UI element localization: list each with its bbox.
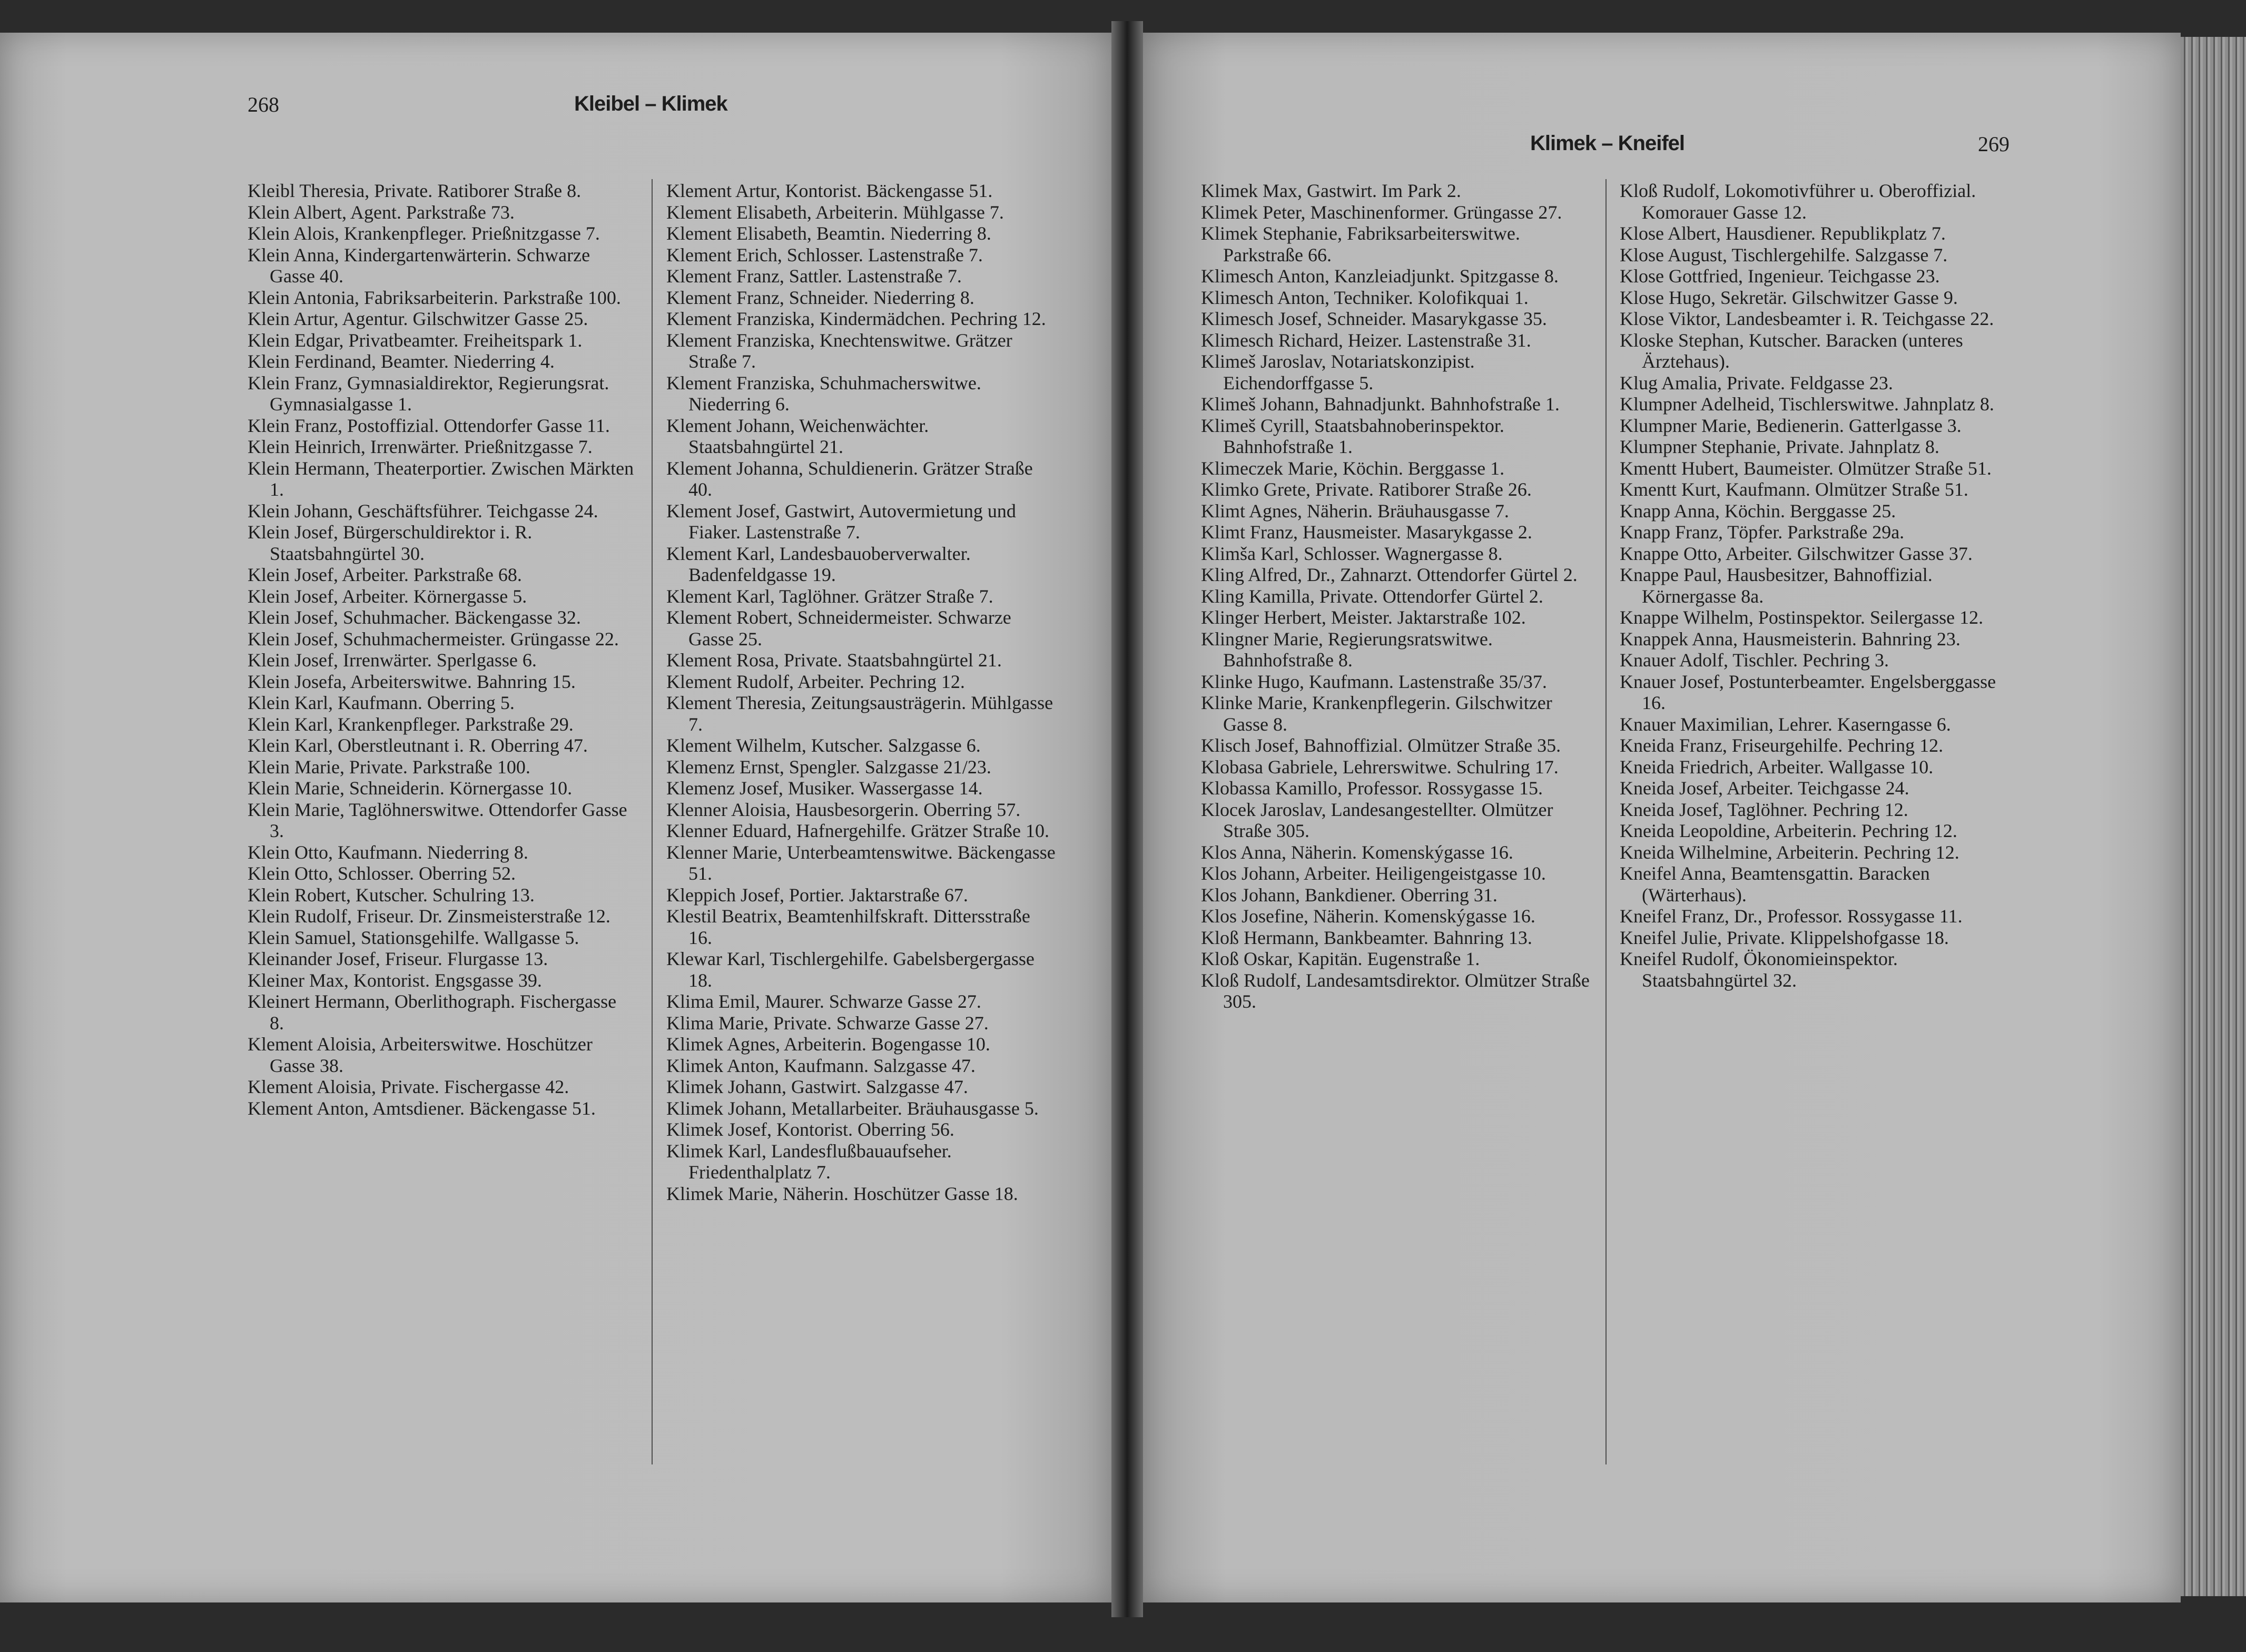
directory-entry: Klein Hermann, Theaterportier. Zwischen Märkten 1. [248,457,634,500]
directory-entry: Kneifel Julie, Private. Klippelshofgasse 18. [1620,927,1949,948]
directory-entry: Klein Artur, Agentur. Gilschwitzer Gasse 25. [248,308,588,329]
directory-entry: Klement Elisabeth, Beamtin. Niederring 8. [666,223,991,244]
directory-entry: Klement Franz, Schneider. Niederring 8. [666,287,974,308]
directory-entry: Klement Franziska, Schuhmacherswitwe. Niederring 6. [666,372,981,415]
directory-entry: Klimek Anton, Kaufmann. Salzgasse 47. [666,1055,976,1076]
running-head-left: Kleibel – Klimek [574,92,727,115]
directory-entry: Klose Albert, Hausdiener. Republikplatz 7. [1620,223,1946,244]
directory-entry: Klein Otto, Kaufmann. Niederring 8. [248,841,528,863]
directory-entry: Klimesch Anton, Techniker. Kolofikquai 1. [1201,287,1529,308]
directory-entry: Knappe Otto, Arbeiter. Gilschwitzer Gasse 37. [1620,543,1973,564]
directory-entry: Klein Ferdinand, Beamter. Niederring 4. [248,351,555,372]
directory-entry: Klein Franz, Gymnasialdirektor, Regierungsrat. Gymnasialgasse 1. [248,372,609,415]
directory-entry: Klein Josef, Arbeiter. Parkstraße 68. [248,564,522,585]
directory-entry: Klimek Peter, Maschinenformer. Grüngasse 27. [1201,201,1562,223]
directory-entry: Klement Theresia, Zeitungsausträgerin. Mühlgasse 7. [666,692,1053,735]
directory-entry: Klimeš Cyrill, Staatsbahnoberinspektor. Bahnhofstraße 1. [1201,415,1504,457]
directory-entry: Klimesch Josef, Schneider. Masarykgasse 35. [1201,308,1547,329]
directory-entry: Knapp Anna, Köchin. Berggasse 25. [1620,500,1896,522]
directory-entry: Klein Anna, Kindergartenwärterin. Schwarze Gasse 40. [248,244,590,287]
directory-entry: Klos Anna, Näherin. Komenskýgasse 16. [1201,841,1513,863]
directory-entry: Klobasa Gabriele, Lehrerswitwe. Schulring 17. [1201,756,1559,778]
directory-entry: Kloske Stephan, Kutscher. Baracken (unteres Ärztehaus). [1620,329,1963,372]
directory-entry: Klement Elisabeth, Arbeiterin. Mühlgasse 7. [666,201,1004,223]
directory-entry: Klimko Grete, Private. Ratiborer Straße 26. [1201,479,1532,500]
directory-entry: Klewar Karl, Tischlergehilfe. Gabelsbergergasse 18. [666,948,1035,991]
directory-entry: Klenner Marie, Unterbeamtenswitwe. Bäckengasse 51. [666,841,1056,884]
directory-entry: Klumpner Marie, Bedienerin. Gatterlgasse 3. [1620,415,1962,436]
directory-entry: Klein Karl, Kaufmann. Oberring 5. [248,692,515,713]
directory-entry: Klein Josefa, Arbeiterswitwe. Bahnring 15. [248,671,576,692]
directory-entry: Kmentt Kurt, Kaufmann. Olmützer Straße 51. [1620,479,1968,500]
directory-entry: Klement Aloisia, Private. Fischergasse 42. [248,1076,569,1097]
directory-entry: Klisch Josef, Bahnoffizial. Olmützer Straße 35. [1201,735,1561,756]
directory-entry: Kloß Rudolf, Lokomotivführer u. Oberoffizial. Komorauer Gasse 12. [1620,180,1976,223]
directory-entry: Klimt Agnes, Näherin. Bräuhausgasse 7. [1201,500,1509,522]
directory-entry: Kmentt Hubert, Baumeister. Olmützer Straße 51. [1620,457,1992,479]
directory-entry: Klein Karl, Krankenpfleger. Parkstraße 29. [248,713,574,735]
directory-entry: Kneida Josef, Taglöhner. Pechring 12. [1620,799,1908,820]
directory-entry: Klumpner Stephanie, Private. Jahnplatz 8. [1620,436,1939,457]
directory-entry: Klement Rudolf, Arbeiter. Pechring 12. [666,671,965,692]
directory-entry: Klein Josef, Irrenwärter. Sperlgasse 6. [248,650,537,671]
page-edges [2181,37,2246,1596]
directory-entry: Klima Emil, Maurer. Schwarze Gasse 27. [666,991,981,1012]
directory-entry: Klein Edgar, Privatbeamter. Freiheitspark 1. [248,329,583,351]
directory-entry: Klement Erich, Schlosser. Lastenstraße 7. [666,244,983,266]
directory-entry: Klement Rosa, Private. Staatsbahngürtel 21. [666,650,1002,671]
directory-entry: Knappe Paul, Hausbesitzer, Bahnoffizial. Körnergasse 8a. [1620,564,1933,607]
directory-entry: Klement Franziska, Kindermädchen. Pechring 12. [666,308,1046,329]
directory-entry: Klimek Johann, Metallarbeiter. Bräuhausgasse 5. [666,1097,1039,1119]
directory-entry: Kneida Friedrich, Arbeiter. Wallgasse 10. [1620,756,1934,778]
directory-entry: Klein Otto, Schlosser. Oberring 52. [248,863,516,884]
directory-entry: Kloß Hermann, Bankbeamter. Bahnring 13. [1201,927,1532,948]
directory-entry: Klimesch Richard, Heizer. Lastenstraße 31. [1201,329,1531,351]
directory-entry: Klemenz Josef, Musiker. Wassergasse 14. [666,778,983,799]
directory-entry: Klimt Franz, Hausmeister. Masarykgasse 2. [1201,522,1532,543]
directory-entry: Klein Franz, Postoffizial. Ottendorfer Gasse 11. [248,415,610,436]
directory-entry: Klose Viktor, Landesbeamter i. R. Teichgasse 22. [1620,308,1994,329]
directory-entry: Kneida Josef, Arbeiter. Teichgasse 24. [1620,778,1909,799]
directory-entry: Klein Rudolf, Friseur. Dr. Zinsmeisterstraße 12. [248,906,610,927]
directory-entry: Klement Josef, Gastwirt, Autovermietung und Fiaker. Lastenstraße 7. [666,500,1016,543]
directory-entry: Klement Franziska, Knechtenswitwe. Grätzer Straße 7. [666,329,1012,372]
directory-entry: Klos Johann, Bankdiener. Oberring 31. [1201,884,1498,906]
directory-entry: Klement Franz, Sattler. Lastenstraße 7. [666,266,962,287]
directory-entry: Klement Karl, Landesbauoberverwalter. Badenfeldgasse 19. [666,543,971,585]
directory-entry: Kling Alfred, Dr., Zahnarzt. Ottendorfer Gürtel 2. [1201,564,1578,585]
directory-entry: Klein Albert, Agent. Parkstraße 73. [248,201,515,223]
directory-entry: Kleinander Josef, Friseur. Flurgasse 13. [248,948,548,969]
directory-entry: Klein Marie, Taglöhnerswitwe. Ottendorfer Gasse 3. [248,799,627,841]
directory-entry: Klement Artur, Kontorist. Bäckengasse 51. [666,180,993,201]
directory-entry: Klimesch Anton, Kanzleiadjunkt. Spitzgasse 8. [1201,266,1559,287]
directory-entry: Klos Josefine, Näherin. Komenskýgasse 16. [1201,906,1535,927]
column-left-1 [248,180,635,1119]
directory-entry: Klinger Herbert, Meister. Jaktarstraße 102. [1201,607,1526,628]
book-gutter [1111,21,1143,1617]
directory-entry: Klose Gottfried, Ingenieur. Teichgasse 23. [1620,266,1940,287]
directory-entry: Kneida Leopoldine, Arbeiterin. Pechring 12. [1620,820,1957,841]
directory-entry: Kleiner Max, Kontorist. Engsgasse 39. [248,969,542,991]
directory-entry: Klement Robert, Schneidermeister. Schwarze Gasse 25. [666,607,1011,650]
directory-entry: Klimek Karl, Landesflußbauaufseher. Friedenthalplatz 7. [666,1140,952,1183]
page-number-right: 269 [1978,132,2009,156]
column-right-2 [1620,180,2012,991]
running-head-right: Klimek – Kneifel [1530,132,1685,155]
directory-entry: Klug Amalia, Private. Feldgasse 23. [1620,372,1893,394]
directory-entry: Klemenz Ernst, Spengler. Salzgasse 21/23. [666,756,991,778]
directory-entry: Kneifel Franz, Dr., Professor. Rossygasse 11. [1620,906,1963,927]
directory-entry: Klement Johanna, Schuldienerin. Grätzer Straße 40. [666,457,1033,500]
directory-entry: Klobassa Kamillo, Professor. Rossygasse 15. [1201,778,1543,799]
directory-entry: Klein Karl, Oberstleutnant i. R. Oberring 47. [248,735,588,756]
directory-entry: Klement Johann, Weichenwächter. Staatsbahngürtel 21. [666,415,929,457]
directory-entry: Klein Samuel, Stationsgehilfe. Wallgasse 5. [248,927,579,948]
directory-entry: Klimek Max, Gastwirt. Im Park 2. [1201,180,1461,201]
directory-entry: Klein Heinrich, Irrenwärter. Prießnitzgasse 7. [248,436,593,457]
directory-entry: Kloß Rudolf, Landesamtsdirektor. Olmützer Straße 305. [1201,969,1590,1012]
directory-entry: Knappek Anna, Hausmeisterin. Bahnring 23. [1620,628,1961,650]
directory-entry: Knauer Maximilian, Lehrer. Kaserngasse 6. [1620,713,1951,735]
directory-entry: Kneifel Anna, Beamtensgattin. Baracken (Wärterhaus). [1620,863,1930,906]
directory-entry: Klein Antonia, Fabriksarbeiterin. Parkstraße 100. [248,287,621,308]
directory-entry: Klocek Jaroslav, Landesangestellter. Olmützer Straße 305. [1201,799,1553,841]
column-left-2 [666,180,1056,1204]
directory-entry: Klein Josef, Bürgerschuldirektor i. R. Staatsbahngürtel 30. [248,522,533,564]
directory-entry: Kleibl Theresia, Private. Ratiborer Straße 8. [248,180,582,201]
directory-entry: Klement Aloisia, Arbeiterswitwe. Hoschützer Gasse 38. [248,1034,593,1076]
directory-entry: Kneifel Rudolf, Ökonomieinspektor. Staatsbahngürtel 32. [1620,948,1898,991]
directory-entry: Klinke Marie, Krankenpflegerin. Gilschwitzer Gasse 8. [1201,692,1552,735]
directory-entry: Klein Marie, Private. Parkstraße 100. [248,756,530,778]
column-right-1 [1201,180,1591,1012]
directory-entry: Klimeš Johann, Bahnadjunkt. Bahnhofstraße 1. [1201,394,1560,415]
directory-entry: Klimeczek Marie, Köchin. Berggasse 1. [1201,457,1505,479]
directory-entry: Kneida Wilhelmine, Arbeiterin. Pechring 12. [1620,841,1959,863]
directory-entry: Klement Wilhelm, Kutscher. Salzgasse 6. [666,735,981,756]
directory-entry: Klimša Karl, Schlosser. Wagnergasse 8. [1201,543,1503,564]
directory-entry: Klose Hugo, Sekretär. Gilschwitzer Gasse 9. [1620,287,1958,308]
directory-entry: Klein Josef, Schuhmacher. Bäckengasse 32. [248,607,581,628]
directory-entry: Knapp Franz, Töpfer. Parkstraße 29a. [1620,522,1905,543]
directory-entry: Knauer Adolf, Tischler. Pechring 3. [1620,650,1889,671]
directory-entry: Klein Josef, Arbeiter. Körnergasse 5. [248,585,527,607]
directory-entry: Kleinert Hermann, Oberlithograph. Fischergasse 8. [248,991,617,1034]
directory-entry: Klein Marie, Schneiderin. Körnergasse 10. [248,778,573,799]
directory-entry: Klinke Hugo, Kaufmann. Lastenstraße 35/37. [1201,671,1547,692]
directory-entry: Klein Johann, Geschäftsführer. Teichgasse 24. [248,500,598,522]
directory-entry: Klein Robert, Kutscher. Schulring 13. [248,884,535,906]
directory-entry: Klenner Eduard, Hafnergehilfe. Grätzer Straße 10. [666,820,1050,841]
directory-entry: Knauer Josef, Postunterbeamter. Engelsberggasse 16. [1620,671,1996,713]
directory-entry: Klement Karl, Taglöhner. Grätzer Straße 7. [666,585,993,607]
directory-entry: Kling Kamilla, Private. Ottendorfer Gürtel 2. [1201,585,1543,607]
directory-entry: Kloß Oskar, Kapitän. Eugenstraße 1. [1201,948,1480,969]
directory-entry: Klestil Beatrix, Beamtenhilfskraft. Dittersstraße 16. [666,906,1030,948]
directory-entry: Klingner Marie, Regierungsratswitwe. Bahnhofstraße 8. [1201,628,1493,671]
directory-entry: Klimek Stephanie, Fabriksarbeiterswitwe. Parkstraße 66. [1201,223,1520,266]
directory-entry: Klimeš Jaroslav, Notariatskonzipist. Eichendorffgasse 5. [1201,351,1475,394]
directory-entry: Klos Johann, Arbeiter. Heiligengeistgasse 10. [1201,863,1546,884]
directory-entry: Klimek Agnes, Arbeiterin. Bogengasse 10. [666,1034,990,1055]
directory-entry: Kneida Franz, Friseurgehilfe. Pechring 12. [1620,735,1944,756]
directory-entry: Klimek Marie, Näherin. Hoschützer Gasse 18. [666,1183,1018,1204]
column-rule [1605,179,1607,1464]
directory-entry: Klein Josef, Schuhmachermeister. Grüngasse 22. [248,628,619,650]
directory-entry: Klima Marie, Private. Schwarze Gasse 27. [666,1012,989,1034]
directory-entry: Klein Alois, Krankenpfleger. Prießnitzgasse 7. [248,223,600,244]
directory-entry: Klenner Aloisia, Hausbesorgerin. Oberring 57. [666,799,1021,820]
column-rule [652,179,653,1464]
directory-entry: Klose August, Tischlergehilfe. Salzgasse 7. [1620,244,1948,266]
directory-entry: Klement Anton, Amtsdiener. Bäckengasse 51. [248,1097,596,1119]
directory-entry: Klimek Josef, Kontorist. Oberring 56. [666,1119,954,1140]
directory-entry: Kleppich Josef, Portier. Jaktarstraße 67. [666,884,968,906]
page-number-left: 268 [248,93,279,116]
directory-entry: Klimek Johann, Gastwirt. Salzgasse 47. [666,1076,968,1097]
directory-entry: Knappe Wilhelm, Postinspektor. Seilergasse 12. [1620,607,1984,628]
directory-entry: Klumpner Adelheid, Tischlerswitwe. Jahnplatz 8. [1620,394,1994,415]
